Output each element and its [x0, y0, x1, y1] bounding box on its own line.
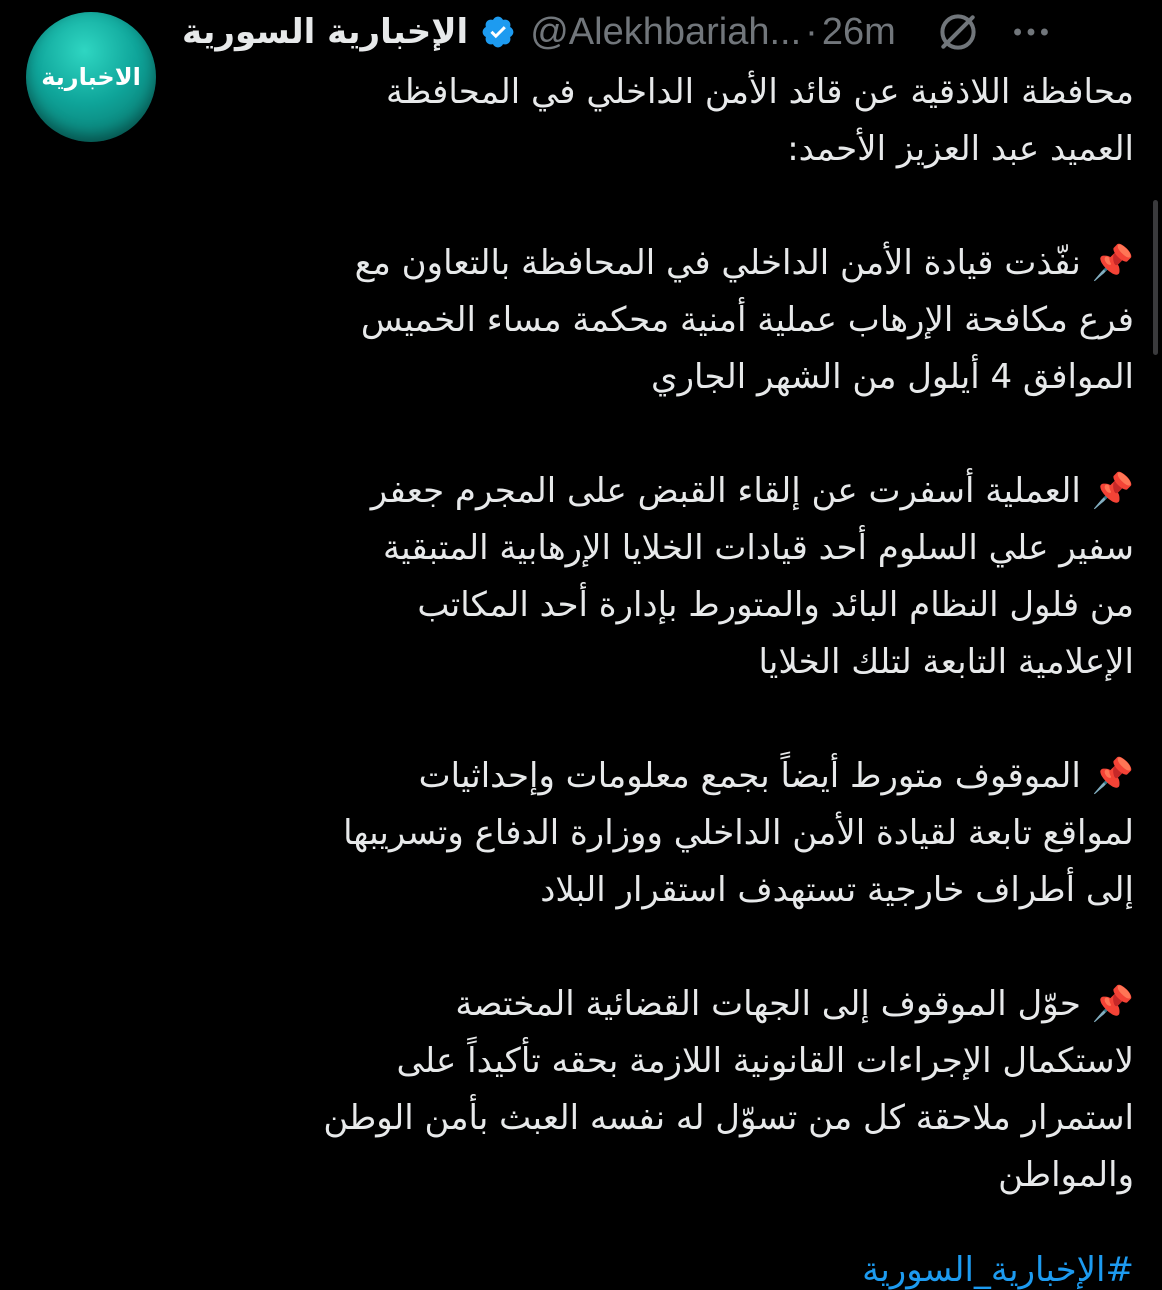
- separator-dot: ·: [805, 10, 818, 53]
- paragraph-3: [174, 748, 1134, 919]
- text-line: والمواطن: [998, 1155, 1134, 1195]
- hashtag-link[interactable]: #الإخبارية_السورية: [862, 1250, 1134, 1290]
- pushpin-icon: 📌: [1091, 471, 1134, 511]
- pushpin-icon: 📌: [1091, 984, 1134, 1024]
- verified-badge-icon: [480, 14, 516, 50]
- text-line: الإعلامية التابعة لتلك الخلايا: [758, 642, 1134, 682]
- grok-icon[interactable]: [936, 10, 980, 54]
- text-line: [174, 976, 1134, 1033]
- text-line: محافظة اللاذقية عن قائد الأمن الداخلي في المحافظة: [386, 72, 1134, 112]
- avatar-logo-text: الاخبارية: [41, 63, 141, 91]
- more-options-icon[interactable]: [1008, 9, 1054, 55]
- scrollbar[interactable]: [1153, 200, 1158, 355]
- display-name[interactable]: الإخبارية السورية: [182, 12, 469, 52]
- tweet-header: [182, 4, 1142, 60]
- avatar[interactable]: [26, 12, 156, 142]
- paragraph-2: [174, 463, 1134, 691]
- tweet-text: [174, 64, 1134, 1261]
- pushpin-icon: 📌: [1091, 243, 1134, 283]
- text-line: لاستكمال الإجراءات القانونية اللازمة بحقه تأكيداً على: [396, 1041, 1134, 1081]
- text-segment: حوّل الموقوف إلى الجهات القضائية المختصة: [455, 984, 1081, 1024]
- timestamp[interactable]: 26m: [821, 10, 896, 53]
- user-handle[interactable]: @Alekhbariah...: [530, 10, 802, 53]
- text-line: [174, 235, 1134, 292]
- text-line: فرع مكافحة الإرهاب عملية أمنية محكمة مساء الخميس: [360, 300, 1134, 340]
- text-line: [174, 748, 1134, 805]
- text-segment: العملية أسفرت عن إلقاء القبض على المجرم جعفر: [370, 471, 1081, 511]
- paragraph-4: [174, 976, 1134, 1204]
- pushpin-icon: 📌: [1091, 756, 1134, 796]
- text-line: لمواقع تابعة لقيادة الأمن الداخلي ووزارة الدفاع وتسريبها: [343, 813, 1134, 853]
- paragraph-1: [174, 235, 1134, 406]
- text-line: استمرار ملاحقة كل من تسوّل له نفسه العبث بأمن الوطن: [323, 1098, 1134, 1138]
- text-segment: نفّذت قيادة الأمن الداخلي في المحافظة بالتعاون مع: [354, 243, 1081, 283]
- text-segment: الموقوف متورط أيضاً بجمع معلومات وإحداثيات: [418, 756, 1081, 796]
- text-line: [174, 463, 1134, 520]
- text-line: العميد عبد العزيز الأحمد:: [787, 129, 1134, 169]
- text-line: من فلول النظام البائد والمتورط بإدارة أحد المكاتب: [417, 585, 1134, 625]
- text-line: الموافق 4 أيلول من الشهر الجاري: [651, 357, 1134, 397]
- text-line: إلى أطراف خارجية تستهدف استقرار البلاد: [540, 870, 1134, 910]
- text-line: سفير علي السلوم أحد قيادات الخلايا الإرهابية المتبقية: [382, 528, 1134, 568]
- intro-paragraph: [174, 64, 1134, 178]
